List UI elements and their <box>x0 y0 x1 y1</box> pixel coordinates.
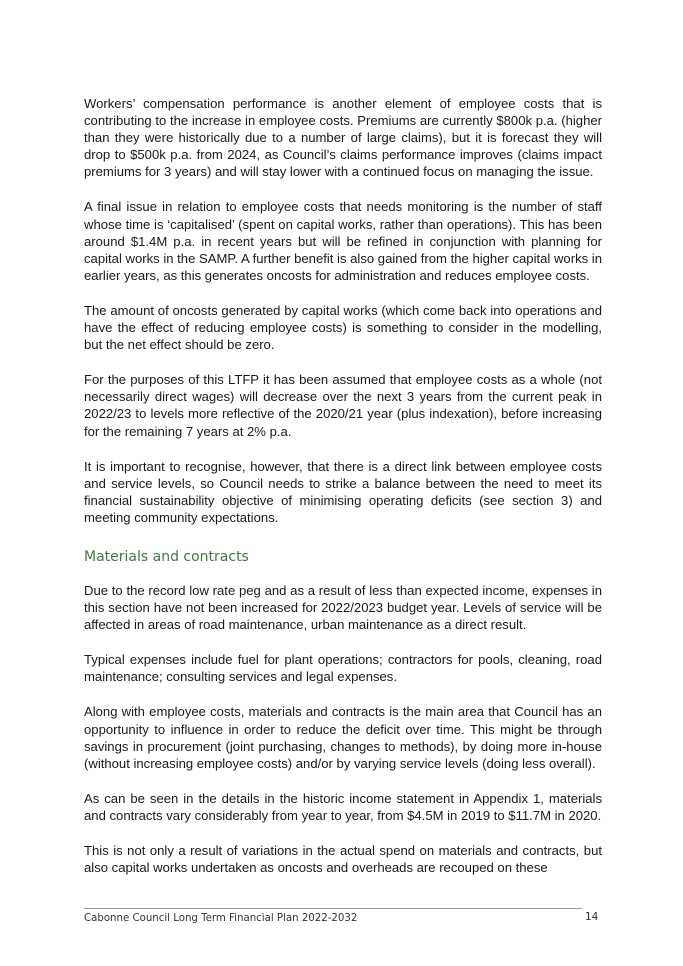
paragraph-typical-expenses: Typical expenses include fuel for plant operations; contractors for pools, cleaning, road maintenance; consulting services and legal expenses. <box>84 652 602 685</box>
footer-divider <box>84 908 582 909</box>
footer-page-number: 14 <box>585 911 599 923</box>
section-heading-materials-contracts: Materials and contracts <box>84 548 249 565</box>
paragraph-capitalised-staff: A final issue in relation to employee costs that needs monitoring is the number of staff whose time is ‘capitalised’ (spent on capital works, rather than operations). This has been around $1.4M p.a. in recent years but will be refined in conjunction with planning for capital works in the SAMP. A further benefit is also gained from the higher capital works in earlier years, as this generates oncosts for administration and reduces employee costs. <box>84 199 602 283</box>
page-body <box>84 95 602 894</box>
paragraph-service-levels: It is important to recognise, however, that there is a direct link between employee costs and service levels, so Council needs to strike a balance between the need to meet its financial sustainability objective of minimising operating deficits (see section 3) and meeting community expectations. <box>84 458 602 525</box>
paragraph-historic-income: As can be seen in the details in the historic income statement in Appendix 1, materials and contracts vary considerably from year to year, from $4.5M in 2019 to $11.7M in 2020. <box>84 790 602 823</box>
paragraph-oncosts: The amount of oncosts generated by capital works (which come back into operations and have the effect of reducing employee costs) is something to consider in the modelling, but the net effect should be zero. <box>84 302 602 353</box>
paragraph-influence-deficit: Along with employee costs, materials and contracts is the main area that Council has an opportunity to influence in order to reduce the deficit over time. This might be through savings in procurement (joint purchasing, changes to methods), by doing more in-house (without increasing employee costs) and/or by varying service levels (doing less overall). <box>84 704 602 771</box>
paragraph-ltfp-assumption: For the purposes of this LTFP it has been assumed that employee costs as a whole (not necessarily direct wages) will decrease over the next 3 years from the current peak in 2022/23 to levels more reflective of the 2020/21 year (plus indexation), before increasing for the remaining 7 years at 2% p.a. <box>84 372 602 439</box>
footer-document-title: Cabonne Council Long Term Financial Plan 2022-2032 <box>84 913 358 924</box>
paragraph-workers-compensation: Workers’ compensation performance is another element of employee costs that is contributing to the increase in employee costs. Premiums are currently $800k p.a. (higher than they were historically due to a number of large claims), but it is forecast they will drop to $500k p.a. from 2024, as Council’s claims performance improves (claims impact premiums for 3 years) and will stay lower with a continued focus on managing the issue. <box>84 96 602 180</box>
paragraph-rate-peg: Due to the record low rate peg and as a result of less than expected income, expenses in this section have not been increased for 2022/2023 budget year. Levels of service will be affected in areas of road maintenance, urban maintenance as a direct result. <box>84 582 602 633</box>
paragraph-variations: This is not only a result of variations in the actual spend on materials and contracts, but also capital works undertaken as oncosts and overheads are recouped on these <box>84 843 602 876</box>
